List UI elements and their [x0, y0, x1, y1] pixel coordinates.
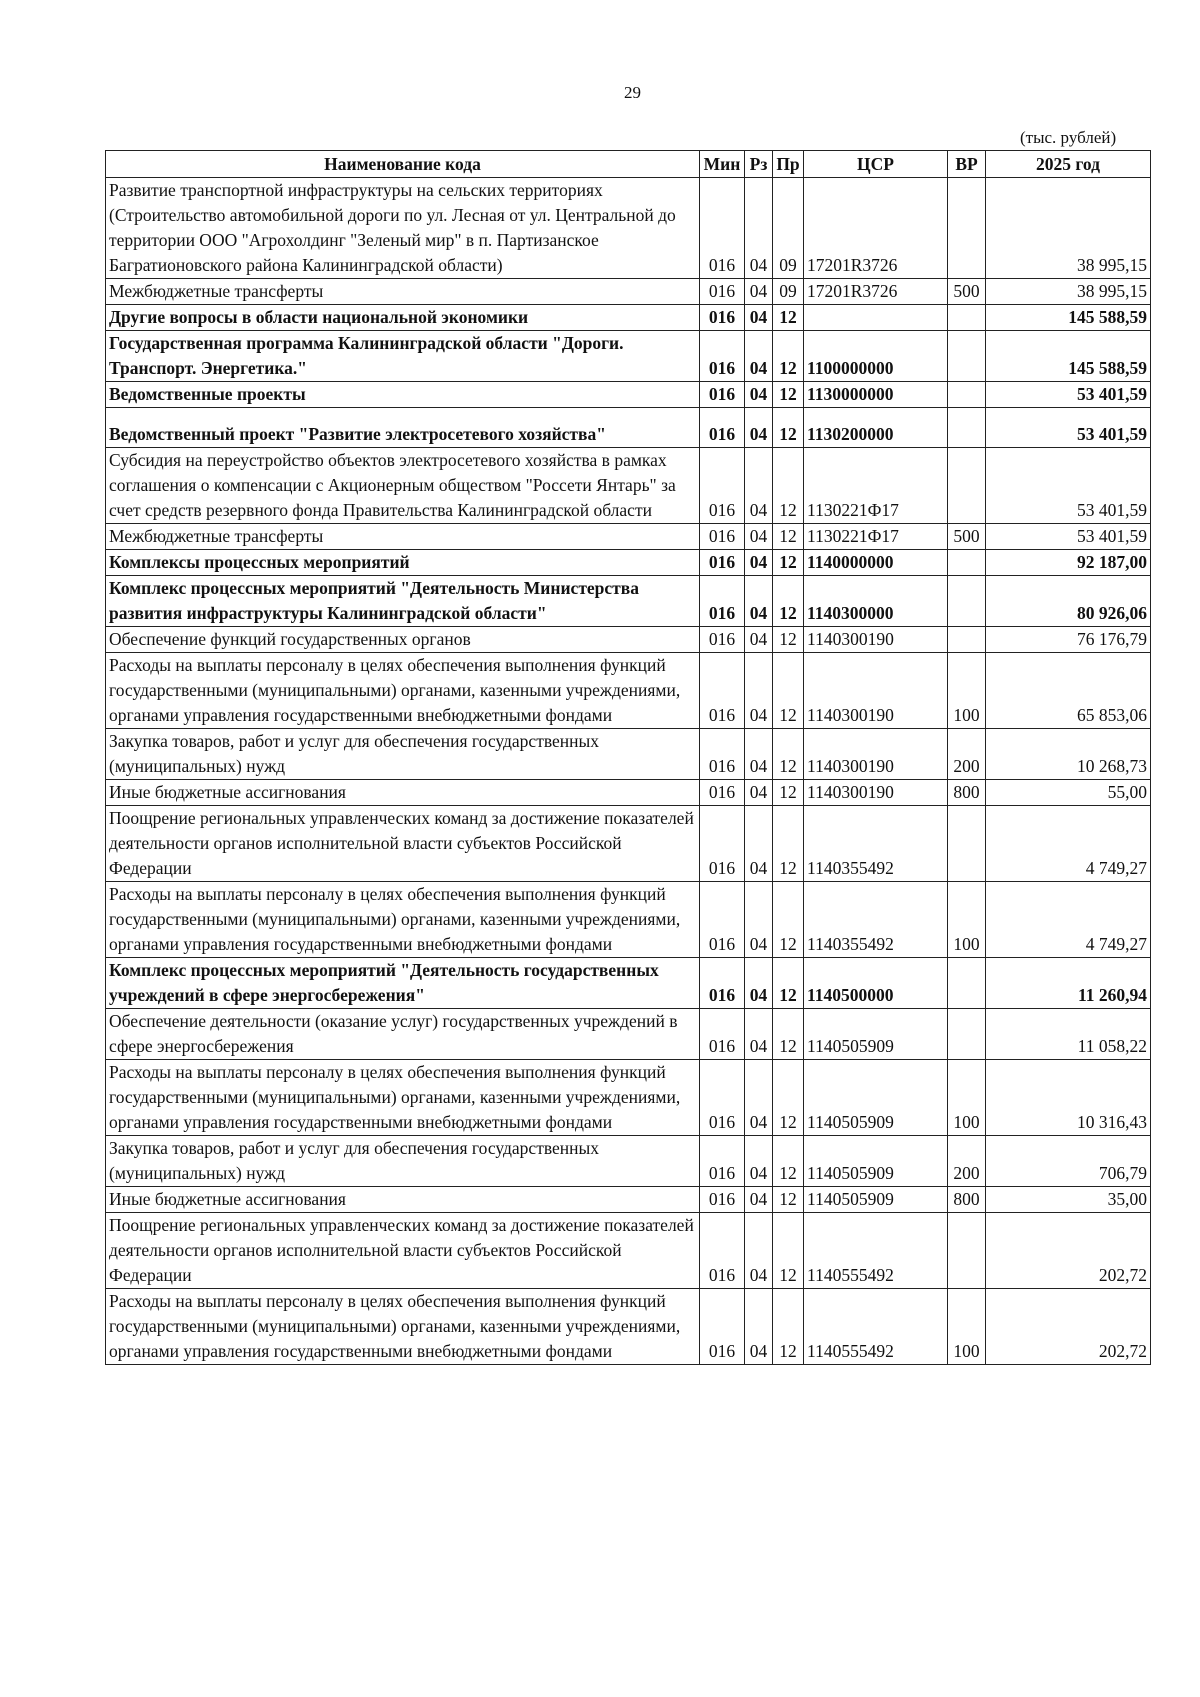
row-csr-cell: 1140505909: [804, 1060, 948, 1136]
row-csr-cell: 1100000000: [804, 331, 948, 382]
row-pr-cell: 12: [773, 408, 804, 448]
row-min-cell: 016: [700, 729, 745, 780]
row-vr-cell: [948, 382, 986, 408]
row-min-cell: 016: [700, 1136, 745, 1187]
table-row: [106, 627, 1151, 653]
row-name-cell: Расходы на выплаты персоналу в целях обеспечения выполнения функций государственными (муниципальными) органами, казенными учреждениями, органами управления государственными внебюджетными фондами: [106, 882, 700, 958]
row-name-cell: Иные бюджетные ассигнования: [106, 780, 700, 806]
row-pr-cell: 12: [773, 882, 804, 958]
row-min-cell: 016: [700, 305, 745, 331]
row-pr-cell: 12: [773, 331, 804, 382]
row-rz-cell: 04: [745, 729, 773, 780]
row-min-cell: 016: [700, 780, 745, 806]
row-rz-cell: 04: [745, 958, 773, 1009]
page-number: 29: [624, 83, 641, 102]
row-rz-cell: 04: [745, 1009, 773, 1060]
row-vr-cell: 200: [948, 729, 986, 780]
row-min-cell: 016: [700, 550, 745, 576]
row-pr-cell: 09: [773, 178, 804, 279]
row-csr-cell: 1140555492: [804, 1289, 948, 1365]
row-min-cell: 016: [700, 576, 745, 627]
row-min-cell: 016: [700, 448, 745, 524]
row-pr-cell: 12: [773, 550, 804, 576]
row-sum-cell: 706,79: [986, 1136, 1151, 1187]
row-rz-cell: 04: [745, 1060, 773, 1136]
row-sum-cell: 65 853,06: [986, 653, 1151, 729]
row-rz-cell: 04: [745, 305, 773, 331]
row-rz-cell: 04: [745, 382, 773, 408]
row-csr-cell: 1140555492: [804, 1213, 948, 1289]
table-row: [106, 1187, 1151, 1213]
row-csr-cell: 1140500000: [804, 958, 948, 1009]
row-sum-cell: 92 187,00: [986, 550, 1151, 576]
row-vr-cell: [948, 550, 986, 576]
row-vr-cell: 500: [948, 279, 986, 305]
row-csr-cell: 17201R3726: [804, 178, 948, 279]
row-name-cell: Расходы на выплаты персоналу в целях обеспечения выполнения функций государственными (муниципальными) органами, казенными учреждениями, органами управления государственными внебюджетными фондами: [106, 1060, 700, 1136]
row-name-cell: Межбюджетные трансферты: [106, 279, 700, 305]
row-csr-cell: 1140300190: [804, 729, 948, 780]
row-vr-cell: [948, 576, 986, 627]
table-row: [106, 780, 1151, 806]
row-vr-cell: 100: [948, 1289, 986, 1365]
row-sum-cell: 145 588,59: [986, 331, 1151, 382]
row-min-cell: 016: [700, 1187, 745, 1213]
row-vr-cell: [948, 627, 986, 653]
row-vr-cell: [948, 305, 986, 331]
row-rz-cell: 04: [745, 408, 773, 448]
row-sum-cell: 4 749,27: [986, 882, 1151, 958]
row-pr-cell: 12: [773, 1289, 804, 1365]
row-min-cell: 016: [700, 1060, 745, 1136]
row-csr-cell: 1130221Ф17: [804, 524, 948, 550]
column-header-name: Наименование кода: [106, 151, 700, 178]
row-min-cell: 016: [700, 806, 745, 882]
column-header-pr: Пр: [773, 151, 804, 178]
row-pr-cell: 12: [773, 1009, 804, 1060]
row-name-cell: Поощрение региональных управленческих команд за достижение показателей деятельности органов исполнительной власти субъектов Российской Федерации: [106, 1213, 700, 1289]
row-vr-cell: 200: [948, 1136, 986, 1187]
table-row: [106, 1136, 1151, 1187]
row-name-cell: Ведомственные проекты: [106, 382, 700, 408]
row-csr-cell: [804, 305, 948, 331]
row-rz-cell: 04: [745, 331, 773, 382]
column-header-csr: ЦСР: [804, 151, 948, 178]
row-min-cell: 016: [700, 1009, 745, 1060]
row-vr-cell: [948, 806, 986, 882]
row-min-cell: 016: [700, 1289, 745, 1365]
table-row: [106, 653, 1151, 729]
table-row: [106, 524, 1151, 550]
row-rz-cell: 04: [745, 550, 773, 576]
row-csr-cell: 17201R3726: [804, 279, 948, 305]
row-sum-cell: 10 316,43: [986, 1060, 1151, 1136]
row-sum-cell: 11 260,94: [986, 958, 1151, 1009]
row-sum-cell: 202,72: [986, 1213, 1151, 1289]
row-sum-cell: 53 401,59: [986, 524, 1151, 550]
row-name-cell: Другие вопросы в области национальной экономики: [106, 305, 700, 331]
row-vr-cell: 100: [948, 653, 986, 729]
row-csr-cell: 1140505909: [804, 1009, 948, 1060]
table-row: [106, 1060, 1151, 1136]
table-row: [106, 408, 1151, 448]
row-sum-cell: 80 926,06: [986, 576, 1151, 627]
row-csr-cell: 1140000000: [804, 550, 948, 576]
row-rz-cell: 04: [745, 178, 773, 279]
row-min-cell: 016: [700, 882, 745, 958]
row-sum-cell: 35,00: [986, 1187, 1151, 1213]
row-name-cell: Ведомственный проект "Развитие электросетевого хозяйства": [106, 408, 700, 448]
row-pr-cell: 12: [773, 1060, 804, 1136]
row-rz-cell: 04: [745, 279, 773, 305]
row-min-cell: 016: [700, 382, 745, 408]
row-sum-cell: 55,00: [986, 780, 1151, 806]
row-vr-cell: [948, 408, 986, 448]
table-row: [106, 1009, 1151, 1060]
row-vr-cell: [948, 958, 986, 1009]
row-name-cell: Закупка товаров, работ и услуг для обеспечения государственных (муниципальных) нужд: [106, 1136, 700, 1187]
row-name-cell: Субсидия на переустройство объектов электросетевого хозяйства в рамках соглашения о компенсации с Акционерным обществом "Россети Янтарь" за счет средств резервного фонда Правительства Калининградской области: [106, 448, 700, 524]
row-rz-cell: 04: [745, 806, 773, 882]
row-csr-cell: 1140505909: [804, 1187, 948, 1213]
table-row: [106, 382, 1151, 408]
row-min-cell: 016: [700, 279, 745, 305]
table-row: [106, 279, 1151, 305]
row-vr-cell: 100: [948, 1060, 986, 1136]
row-vr-cell: [948, 1213, 986, 1289]
table-row: [106, 178, 1151, 279]
row-vr-cell: 800: [948, 780, 986, 806]
table-row: [106, 882, 1151, 958]
row-sum-cell: 10 268,73: [986, 729, 1151, 780]
table-row: [106, 1213, 1151, 1289]
row-pr-cell: 12: [773, 1213, 804, 1289]
row-csr-cell: 1140505909: [804, 1136, 948, 1187]
row-min-cell: 016: [700, 331, 745, 382]
row-vr-cell: [948, 448, 986, 524]
row-name-cell: Расходы на выплаты персоналу в целях обеспечения выполнения функций государственными (муниципальными) органами, казенными учреждениями, органами управления государственными внебюджетными фондами: [106, 653, 700, 729]
row-name-cell: Развитие транспортной инфраструктуры на сельских территориях (Строительство автомобильной дороги по ул. Лесная от ул. Центральной до территории ООО "Агрохолдинг "Зеленый мир" в п. Партизанское Багратионовского района Калининградской области): [106, 178, 700, 279]
table-body: [106, 178, 1151, 1365]
row-vr-cell: 800: [948, 1187, 986, 1213]
row-rz-cell: 04: [745, 780, 773, 806]
row-sum-cell: 53 401,59: [986, 408, 1151, 448]
row-sum-cell: 53 401,59: [986, 382, 1151, 408]
row-rz-cell: 04: [745, 882, 773, 958]
row-rz-cell: 04: [745, 653, 773, 729]
row-sum-cell: 53 401,59: [986, 448, 1151, 524]
row-min-cell: 016: [700, 524, 745, 550]
row-min-cell: 016: [700, 627, 745, 653]
column-header-min: Мин: [700, 151, 745, 178]
row-pr-cell: 12: [773, 382, 804, 408]
row-name-cell: Межбюджетные трансферты: [106, 524, 700, 550]
row-csr-cell: 1140355492: [804, 806, 948, 882]
row-sum-cell: 11 058,22: [986, 1009, 1151, 1060]
row-name-cell: Комплекс процессных мероприятий "Деятельность Министерства развития инфраструктуры Калининградской области": [106, 576, 700, 627]
row-min-cell: 016: [700, 653, 745, 729]
table-row: [106, 448, 1151, 524]
row-min-cell: 016: [700, 958, 745, 1009]
row-sum-cell: 38 995,15: [986, 279, 1151, 305]
row-pr-cell: 09: [773, 279, 804, 305]
row-pr-cell: 12: [773, 627, 804, 653]
row-name-cell: Обеспечение функций государственных органов: [106, 627, 700, 653]
table-row: [106, 729, 1151, 780]
row-csr-cell: 1140300190: [804, 653, 948, 729]
row-sum-cell: 145 588,59: [986, 305, 1151, 331]
row-pr-cell: 12: [773, 524, 804, 550]
row-pr-cell: 12: [773, 305, 804, 331]
table-row: [106, 958, 1151, 1009]
column-header-rz: Рз: [745, 151, 773, 178]
row-pr-cell: 12: [773, 780, 804, 806]
row-name-cell: Государственная программа Калининградской области "Дороги. Транспорт. Энергетика.": [106, 331, 700, 382]
row-name-cell: Комплекс процессных мероприятий "Деятельность государственных учреждений в сфере энергосбережения": [106, 958, 700, 1009]
row-csr-cell: 1140300190: [804, 627, 948, 653]
row-name-cell: Расходы на выплаты персоналу в целях обеспечения выполнения функций государственными (муниципальными) органами, казенными учреждениями, органами управления государственными внебюджетными фондами: [106, 1289, 700, 1365]
row-rz-cell: 04: [745, 524, 773, 550]
row-vr-cell: 500: [948, 524, 986, 550]
row-min-cell: 016: [700, 408, 745, 448]
row-pr-cell: 12: [773, 958, 804, 1009]
row-pr-cell: 12: [773, 729, 804, 780]
row-csr-cell: 1130221Ф17: [804, 448, 948, 524]
row-rz-cell: 04: [745, 1289, 773, 1365]
table-row: [106, 331, 1151, 382]
row-sum-cell: 76 176,79: [986, 627, 1151, 653]
row-csr-cell: 1140355492: [804, 882, 948, 958]
row-rz-cell: 04: [745, 448, 773, 524]
row-sum-cell: 202,72: [986, 1289, 1151, 1365]
row-vr-cell: [948, 331, 986, 382]
row-name-cell: Обеспечение деятельности (оказание услуг) государственных учреждений в сфере энергосбережения: [106, 1009, 700, 1060]
row-csr-cell: 1140300000: [804, 576, 948, 627]
row-rz-cell: 04: [745, 1213, 773, 1289]
table-row: [106, 806, 1151, 882]
row-rz-cell: 04: [745, 627, 773, 653]
budget-table: [105, 150, 1151, 1365]
row-pr-cell: 12: [773, 653, 804, 729]
row-vr-cell: 100: [948, 882, 986, 958]
row-rz-cell: 04: [745, 576, 773, 627]
table-row: [106, 576, 1151, 627]
row-pr-cell: 12: [773, 576, 804, 627]
row-rz-cell: 04: [745, 1187, 773, 1213]
table-row: [106, 550, 1151, 576]
row-sum-cell: 4 749,27: [986, 806, 1151, 882]
row-sum-cell: 38 995,15: [986, 178, 1151, 279]
row-min-cell: 016: [700, 178, 745, 279]
row-pr-cell: 12: [773, 1187, 804, 1213]
row-vr-cell: [948, 178, 986, 279]
row-csr-cell: 1130200000: [804, 408, 948, 448]
column-header-sum: 2025 год: [986, 151, 1151, 178]
table-row: [106, 305, 1151, 331]
row-vr-cell: [948, 1009, 986, 1060]
table-row: [106, 1289, 1151, 1365]
row-name-cell: Поощрение региональных управленческих команд за достижение показателей деятельности органов исполнительной власти субъектов Российской Федерации: [106, 806, 700, 882]
row-pr-cell: 12: [773, 806, 804, 882]
row-pr-cell: 12: [773, 448, 804, 524]
row-pr-cell: 12: [773, 1136, 804, 1187]
row-min-cell: 016: [700, 1213, 745, 1289]
row-rz-cell: 04: [745, 1136, 773, 1187]
row-csr-cell: 1130000000: [804, 382, 948, 408]
row-name-cell: Комплексы процессных мероприятий: [106, 550, 700, 576]
table-header-row: [106, 151, 1151, 178]
row-csr-cell: 1140300190: [804, 780, 948, 806]
row-name-cell: Иные бюджетные ассигнования: [106, 1187, 700, 1213]
column-header-vr: ВР: [948, 151, 986, 178]
row-name-cell: Закупка товаров, работ и услуг для обеспечения государственных (муниципальных) нужд: [106, 729, 700, 780]
units-label: (тыс. рублей): [1020, 128, 1117, 147]
